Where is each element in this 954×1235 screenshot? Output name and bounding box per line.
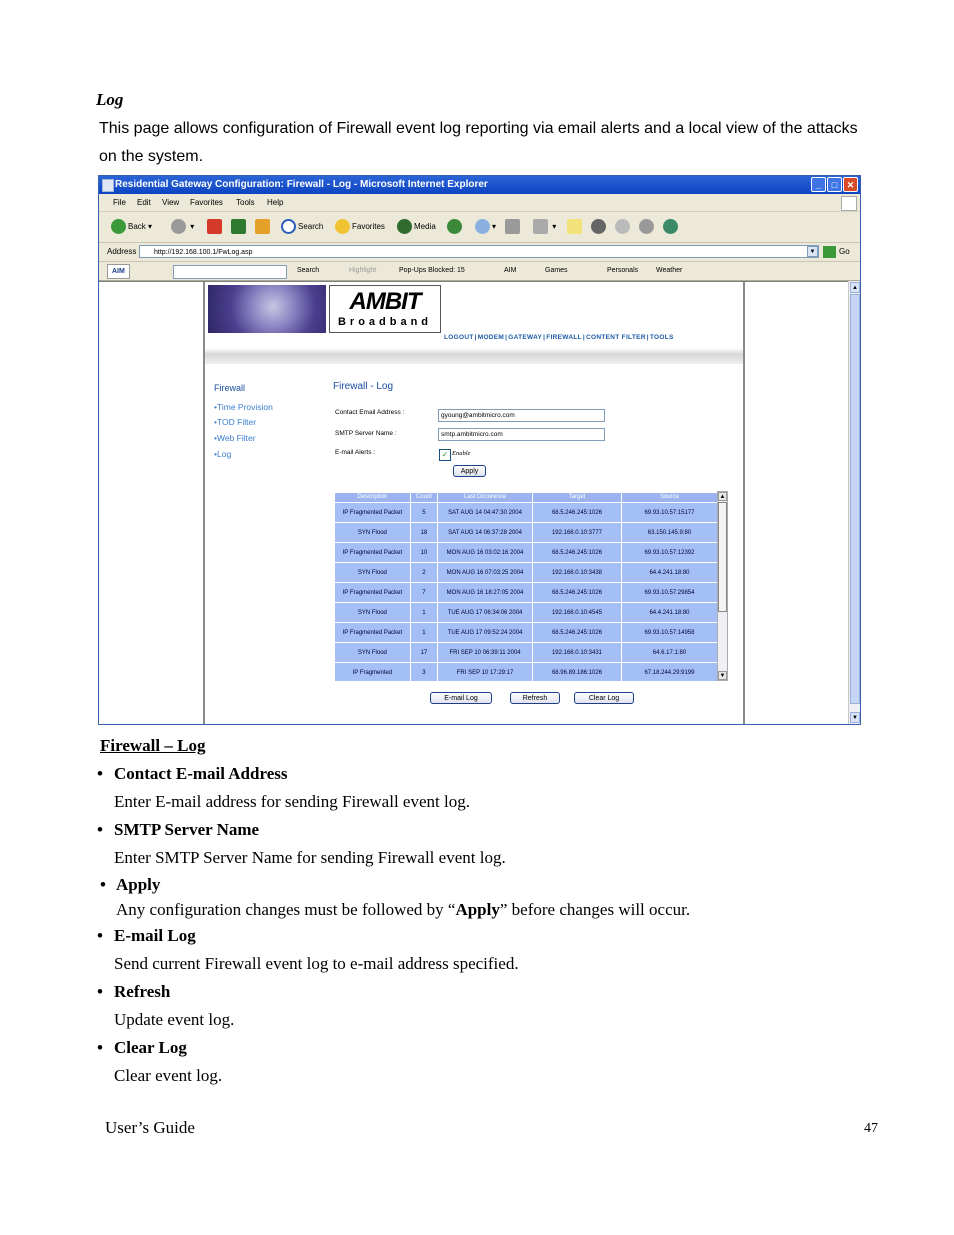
bullet-description: Enter SMTP Server Name for sending Firewall event log.: [114, 848, 506, 867]
header-divider: [205, 348, 743, 364]
bullet-description: Update event log.: [114, 1010, 235, 1029]
contacts-icon: [663, 219, 678, 234]
contact-email-input[interactable]: gyoung@ambitmicro.com: [438, 409, 605, 422]
nav-tools[interactable]: TOOLS: [649, 334, 674, 341]
aim-button[interactable]: AIM: [107, 264, 130, 279]
table-cell: SYN Flood: [335, 643, 410, 662]
person-icon: [615, 219, 630, 234]
search-label: Search: [298, 222, 324, 231]
table-cell: MON AUG 16 07:03:25 2004: [438, 563, 532, 582]
table-cell: 63.150.145.9:80: [622, 523, 717, 542]
home-icon: [255, 219, 270, 234]
table-cell: SYN Flood: [335, 523, 410, 542]
table-cell: MON AUG 16 03:02:16 2004: [438, 543, 532, 562]
back-arrow-icon: [111, 219, 126, 234]
table-cell: 68.5.246.245:1026: [533, 583, 621, 602]
links-toolbar: [99, 262, 860, 281]
refresh-icon: [231, 219, 246, 234]
nav-content-filter[interactable]: CONTENT FILTER: [586, 334, 646, 341]
nav-firewall[interactable]: FIREWALL: [546, 334, 582, 341]
window-title: Residential Gateway Configuration: Firewall - Log - Microsoft Internet Explorer: [115, 179, 488, 190]
stop-button[interactable]: [207, 218, 224, 236]
bullet-description: Enter E-mail address for sending Firewall event log.: [114, 792, 470, 811]
table-cell: 10: [411, 543, 437, 562]
table-cell: 68.5.246.245:1026: [533, 503, 621, 522]
table-cell: 67.18.244.29:9199: [622, 663, 717, 681]
edit-icon: [533, 219, 548, 234]
aim-menu[interactable]: AIM: [504, 267, 517, 274]
table-cell: FRI SEP 10 06:39:11 2004: [438, 643, 532, 662]
menu-file[interactable]: File: [113, 198, 126, 207]
sidebar-item-log[interactable]: •Log: [214, 449, 232, 459]
table-cell: 2: [411, 563, 437, 582]
logo-brand-bottom: Broadband: [337, 316, 433, 328]
history-button[interactable]: [447, 218, 464, 236]
top-navigation: LOGOUT|MODEM|GATEWAY|FIREWALL|CONTENT FILTER|TOOLS: [444, 334, 674, 341]
forward-arrow-icon: [171, 219, 186, 234]
contact-email-label: Contact Email Address :: [335, 409, 405, 416]
note-icon: [567, 219, 582, 234]
table-cell: SYN Flood: [335, 563, 410, 582]
menu-edit[interactable]: Edit: [137, 198, 151, 207]
intro-paragraph: This page allows configuration of Firewall event log reporting via email alerts and a local view of the attacks on the system.: [99, 120, 858, 165]
smtp-server-input[interactable]: smtp.ambitmicro.com: [438, 428, 605, 441]
address-label: Address: [107, 247, 137, 256]
sidebar-item-web-filter[interactable]: •Web Filter: [214, 433, 256, 443]
star-icon: [335, 219, 350, 234]
bullet-icon: •: [97, 1038, 103, 1057]
log-table-scrollbar[interactable]: [717, 491, 728, 681]
bullet-term: E-mail Log: [114, 926, 196, 945]
bullet-icon: •: [97, 764, 103, 783]
table-cell: 64.4.241.18:80: [622, 563, 717, 582]
table-cell: SAT AUG 14 06:37:28 2004: [438, 523, 532, 542]
toolbar-search-input[interactable]: [173, 265, 287, 279]
nav-logout[interactable]: LOGOUT: [444, 334, 474, 341]
table-cell: 192.168.0.10:3438: [533, 563, 621, 582]
browser-screenshot: [98, 175, 861, 725]
table-cell: 192.168.0.10:3431: [533, 643, 621, 662]
sidebar-heading: Firewall: [214, 383, 246, 393]
go-arrow-icon[interactable]: [823, 246, 836, 258]
page-number: 47: [864, 1121, 878, 1136]
menu-tools[interactable]: Tools: [236, 198, 255, 207]
nav-modem[interactable]: MODEM: [477, 334, 505, 341]
event-log-table: [334, 492, 718, 681]
table-cell: 3: [411, 663, 437, 681]
bullet-term: Apply: [116, 875, 161, 894]
bullet-icon: •: [97, 820, 103, 839]
bullet-term: Clear Log: [114, 1038, 187, 1057]
back-button[interactable]: Back ▾: [111, 218, 152, 236]
browser-scrollbar[interactable]: [848, 281, 861, 724]
column-header: Last Occurence: [438, 493, 532, 502]
bullet-term: Contact E-mail Address: [114, 764, 288, 783]
bullet-term: Refresh: [114, 982, 171, 1001]
table-cell: FRI SEP 10 17:29:17: [438, 663, 532, 681]
refresh-button[interactable]: Refresh: [510, 692, 560, 704]
chat-button[interactable]: [639, 218, 656, 236]
discuss-button[interactable]: [567, 218, 584, 236]
table-cell: 1: [411, 603, 437, 622]
apply-button[interactable]: Apply: [453, 465, 486, 477]
table-cell: IP Fragmented Packet: [335, 583, 410, 602]
table-cell: SAT AUG 14 04:47:30 2004: [438, 503, 532, 522]
subsection-heading: Firewall – Log: [100, 736, 206, 755]
forward-button[interactable]: ▾: [171, 218, 194, 236]
globe-banner-image: [208, 285, 326, 333]
table-row: [335, 623, 717, 642]
section-heading: Log: [96, 90, 124, 109]
table-row: [335, 583, 717, 602]
bullet-icon: •: [97, 982, 103, 1001]
popups-blocked[interactable]: Pop-Ups Blocked: 15: [399, 267, 465, 274]
bullet-description: Send current Firewall event log to e-mail address specified.: [114, 954, 519, 973]
router-page: [205, 282, 743, 725]
table-header-row: [335, 493, 717, 502]
table-cell: 68.5.246.245:1026: [533, 543, 621, 562]
sidebar-item-time-provision[interactable]: •Time Provision: [214, 402, 273, 412]
bullet-icon: •: [97, 926, 103, 945]
minimize-button[interactable]: _: [811, 177, 826, 192]
scroll-up-icon[interactable]: ▲: [850, 282, 860, 293]
table-cell: 64.6.17.1:80: [622, 643, 717, 662]
desc-text: ” before changes will occur.: [499, 900, 691, 919]
page-title: Firewall - Log: [333, 381, 394, 392]
print-button[interactable]: [505, 218, 522, 236]
search-button[interactable]: [281, 218, 323, 236]
mail-icon: [475, 219, 490, 234]
table-cell: 69.93.10.57:15177: [622, 503, 717, 522]
table-cell: 1: [411, 623, 437, 642]
logo-brand-top: AMBIT: [349, 288, 421, 315]
bullet-description: Clear event log.: [114, 1066, 223, 1085]
sidebar-item-tod-filter[interactable]: •TOD Filter: [214, 417, 257, 427]
weather-menu[interactable]: Weather: [656, 267, 683, 274]
table-cell: 192.168.0.10:4545: [533, 603, 621, 622]
stop-icon: [207, 219, 222, 234]
menu-bar: [99, 194, 860, 212]
table-cell: MON AUG 16 18:27:05 2004: [438, 583, 532, 602]
table-row: [335, 523, 717, 542]
scroll-up-icon[interactable]: ▲: [719, 494, 726, 500]
desc-bold-text: Apply: [455, 900, 500, 919]
bullet-icon: •: [100, 875, 106, 894]
column-header: Description: [335, 493, 410, 502]
event-log-container: [334, 491, 732, 681]
messenger-button[interactable]: [615, 218, 632, 236]
close-button[interactable]: ✕: [843, 177, 858, 192]
bullet-description: [116, 900, 690, 920]
bullet-term: SMTP Server Name: [114, 820, 260, 839]
address-dropdown-icon[interactable]: ▼: [807, 246, 818, 257]
table-cell: 68.5.246.245:1026: [533, 623, 621, 642]
nav-gateway[interactable]: GATEWAY: [508, 334, 543, 341]
research-icon: [591, 219, 606, 234]
table-row: [335, 663, 717, 681]
footer-text: User’s Guide: [105, 1118, 195, 1137]
history-icon: [447, 219, 462, 234]
right-margin-frame: [743, 282, 850, 725]
media-icon: [397, 219, 412, 234]
windows-logo-icon: [841, 196, 857, 211]
email-log-button[interactable]: E-mail Log: [430, 692, 492, 704]
table-row: [335, 603, 717, 622]
toolbar-search-button[interactable]: Search: [297, 267, 320, 274]
home-button[interactable]: [255, 218, 272, 236]
games-menu[interactable]: Games: [545, 267, 568, 274]
scroll-down-icon[interactable]: ▼: [719, 673, 726, 679]
media-label: Media: [414, 222, 436, 231]
column-header: Target: [533, 493, 621, 502]
table-row: [335, 563, 717, 582]
search-icon: [281, 219, 296, 234]
table-cell: IP Fragmented Packet: [335, 623, 410, 642]
table-cell: IP Fragmented Packet: [335, 503, 410, 522]
ambit-logo: [329, 285, 441, 333]
left-margin-frame: [99, 282, 205, 725]
table-cell: IP Fragmented: [335, 663, 410, 681]
table-row: [335, 643, 717, 662]
menu-view[interactable]: View: [162, 198, 180, 207]
smtp-server-label: SMTP Server Name :: [335, 430, 397, 437]
scroll-thumb[interactable]: [850, 294, 860, 704]
table-cell: 69.93.10.57:12392: [622, 543, 717, 562]
sidebar-item-label: TOD Filter: [216, 417, 257, 427]
sidebar-item-label: Time Provision: [216, 402, 273, 412]
email-alerts-label: E-mail Alerts :: [335, 449, 376, 456]
scroll-down-icon[interactable]: ▼: [850, 712, 860, 723]
scroll-thumb[interactable]: [718, 502, 727, 612]
mail-button[interactable]: ▾: [475, 218, 496, 236]
desc-text: Any configuration changes must be followed by “: [116, 900, 456, 919]
menu-help[interactable]: Help: [267, 198, 284, 207]
table-cell: 64.4.241.18:80: [622, 603, 717, 622]
research-button[interactable]: [591, 218, 608, 236]
clear-log-button[interactable]: Clear Log: [574, 692, 634, 704]
back-label: Back: [128, 222, 146, 231]
table-cell: 18: [411, 523, 437, 542]
chat-icon: [639, 219, 654, 234]
edit-button[interactable]: ▾: [533, 218, 556, 236]
refresh-toolbar-button[interactable]: [231, 218, 248, 236]
table-cell: 5: [411, 503, 437, 522]
column-header: Count: [411, 493, 437, 502]
media-button[interactable]: [397, 218, 436, 236]
standard-toolbar: [99, 212, 860, 243]
table-cell: 69.93.10.57:14958: [622, 623, 717, 642]
table-cell: TUE AUG 17 09:52:24 2004: [438, 623, 532, 642]
contacts-button[interactable]: [663, 218, 680, 236]
address-bar: [99, 243, 860, 262]
table-row: [335, 503, 717, 522]
table-cell: TUE AUG 17 06:34:06 2004: [438, 603, 532, 622]
table-cell: 69.93.10.57:29854: [622, 583, 717, 602]
highlight-button[interactable]: Highlight: [349, 267, 377, 274]
sidebar-item-label: Log: [216, 449, 232, 459]
table-cell: 68.96.89.186:1026: [533, 663, 621, 681]
column-header: Source: [622, 493, 717, 502]
go-label[interactable]: Go: [839, 247, 850, 256]
maximize-button[interactable]: □: [827, 177, 842, 192]
enable-label: Enable: [452, 450, 471, 457]
email-alerts-checkbox[interactable]: ✓: [439, 449, 451, 461]
table-cell: 7: [411, 583, 437, 602]
title-bar: [99, 176, 860, 194]
menu-favorites[interactable]: Favorites: [190, 198, 223, 207]
personals-menu[interactable]: Personals: [607, 267, 639, 274]
print-icon: [505, 219, 520, 234]
ie-page-icon: [102, 179, 114, 192]
table-cell: 192.168.0.10:3777: [533, 523, 621, 542]
favorites-label: Favorites: [352, 222, 385, 231]
table-cell: IP Fragmented Packet: [335, 543, 410, 562]
page-viewport: [99, 281, 848, 725]
table-cell: SYN Flood: [335, 603, 410, 622]
favorites-button[interactable]: [335, 218, 385, 236]
sidebar-item-label: Web Filter: [216, 433, 256, 443]
table-cell: 17: [411, 643, 437, 662]
address-input[interactable]: http://192.168.100.1/FwLog.asp: [139, 245, 819, 258]
table-row: [335, 543, 717, 562]
